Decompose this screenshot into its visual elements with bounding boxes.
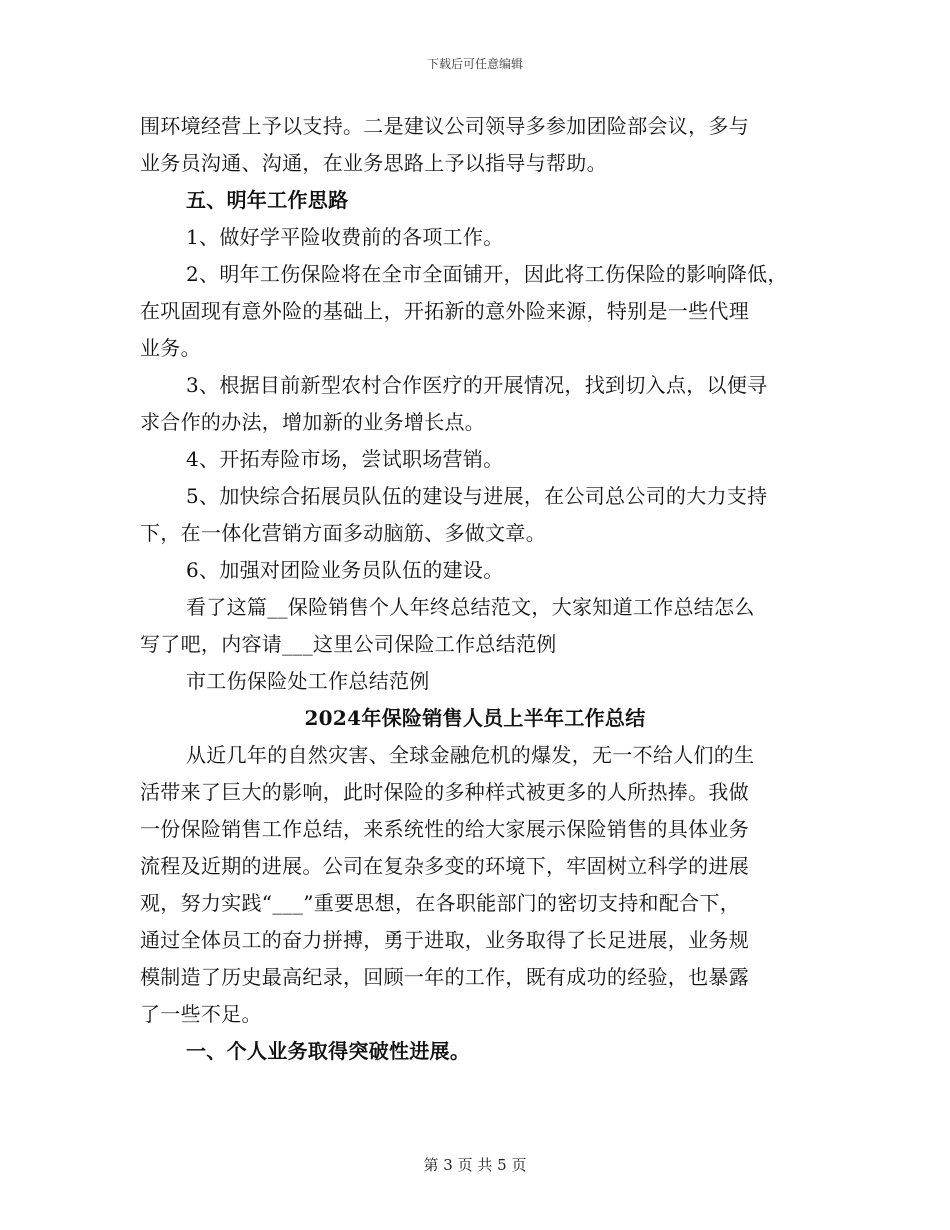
text-line: 4、开拓寿险市场，尝试职场营销。 <box>186 447 504 471</box>
text-line: 市工伤保险处工作总结范例 <box>186 669 430 693</box>
text-line: 从近几年的自然灾害、全球金融危机的爆发，无一不给人们的生 <box>186 743 755 767</box>
text-line: 了一些不足。 <box>140 1002 262 1026</box>
text-line: 通过全体员工的奋力拼搏，勇于进取，业务取得了长足进展，业务规 <box>140 928 749 952</box>
text-line: 写了吧，内容请___这里公司保险工作总结范例 <box>140 632 557 656</box>
text-line: 模制造了历史最高纪录，回顾一年的工作，既有成功的经验，也暴露 <box>140 965 749 989</box>
text-line: 围环境经营上予以支持。二是建议公司领导多参加团险部会议，多与 <box>140 114 749 138</box>
text-line: 1、做好学平险收费前的各项工作。 <box>186 225 504 249</box>
text-line: 5、加快综合拓展员队伍的建设与进展，在公司总公司的大力支持 <box>186 484 768 508</box>
text-line: 业务。 <box>140 336 201 360</box>
text-line: 看了这篇__保险销售个人年终总结范文，大家知道工作总结怎么 <box>186 595 755 619</box>
text-line: 2、明年工伤保险将在全市全面铺开，因此将工伤保险的影响降低， <box>186 262 788 286</box>
text-line: 观，努力实践“___”重要思想，在各职能部门的密切支持和配合下， <box>140 891 741 915</box>
text-line: 3、根据目前新型农村合作医疗的开展情况，找到切入点，以便寻 <box>186 373 768 397</box>
text-line: 求合作的办法，增加新的业务增长点。 <box>140 410 486 434</box>
header-note: 下载后可任意编辑 <box>426 57 523 71</box>
text-line: 流程及近期的进展。公司在复杂多变的环境下，牢固树立科学的进展 <box>140 854 749 878</box>
section-heading: 2024年保险销售人员上半年工作总结 <box>304 706 646 730</box>
section-heading: 一、个人业务取得突破性进展。 <box>186 1039 471 1063</box>
section-heading: 五、明年工作思路 <box>186 188 349 212</box>
document-body <box>140 108 810 1070</box>
page-number-footer: 第 3 页 共 5 页 <box>423 1156 527 1174</box>
text-line: 一份保险销售工作总结，来系统性的给大家展示保险销售的具体业务 <box>140 817 749 841</box>
text-line: 在巩固现有意外险的基础上，开拓新的意外险来源，特别是一些代理 <box>140 299 749 323</box>
text-line: 下，在一体化营销方面多动脑筋、多做文章。 <box>140 521 546 545</box>
text-line: 活带来了巨大的影响，此时保险的多种样式被更多的人所热捧。我做 <box>140 780 749 804</box>
text-line: 业务员沟通、沟通，在业务思路上予以指导与帮助。 <box>140 151 607 175</box>
text-line: 6、加强对团险业务员队伍的建设。 <box>186 558 504 582</box>
